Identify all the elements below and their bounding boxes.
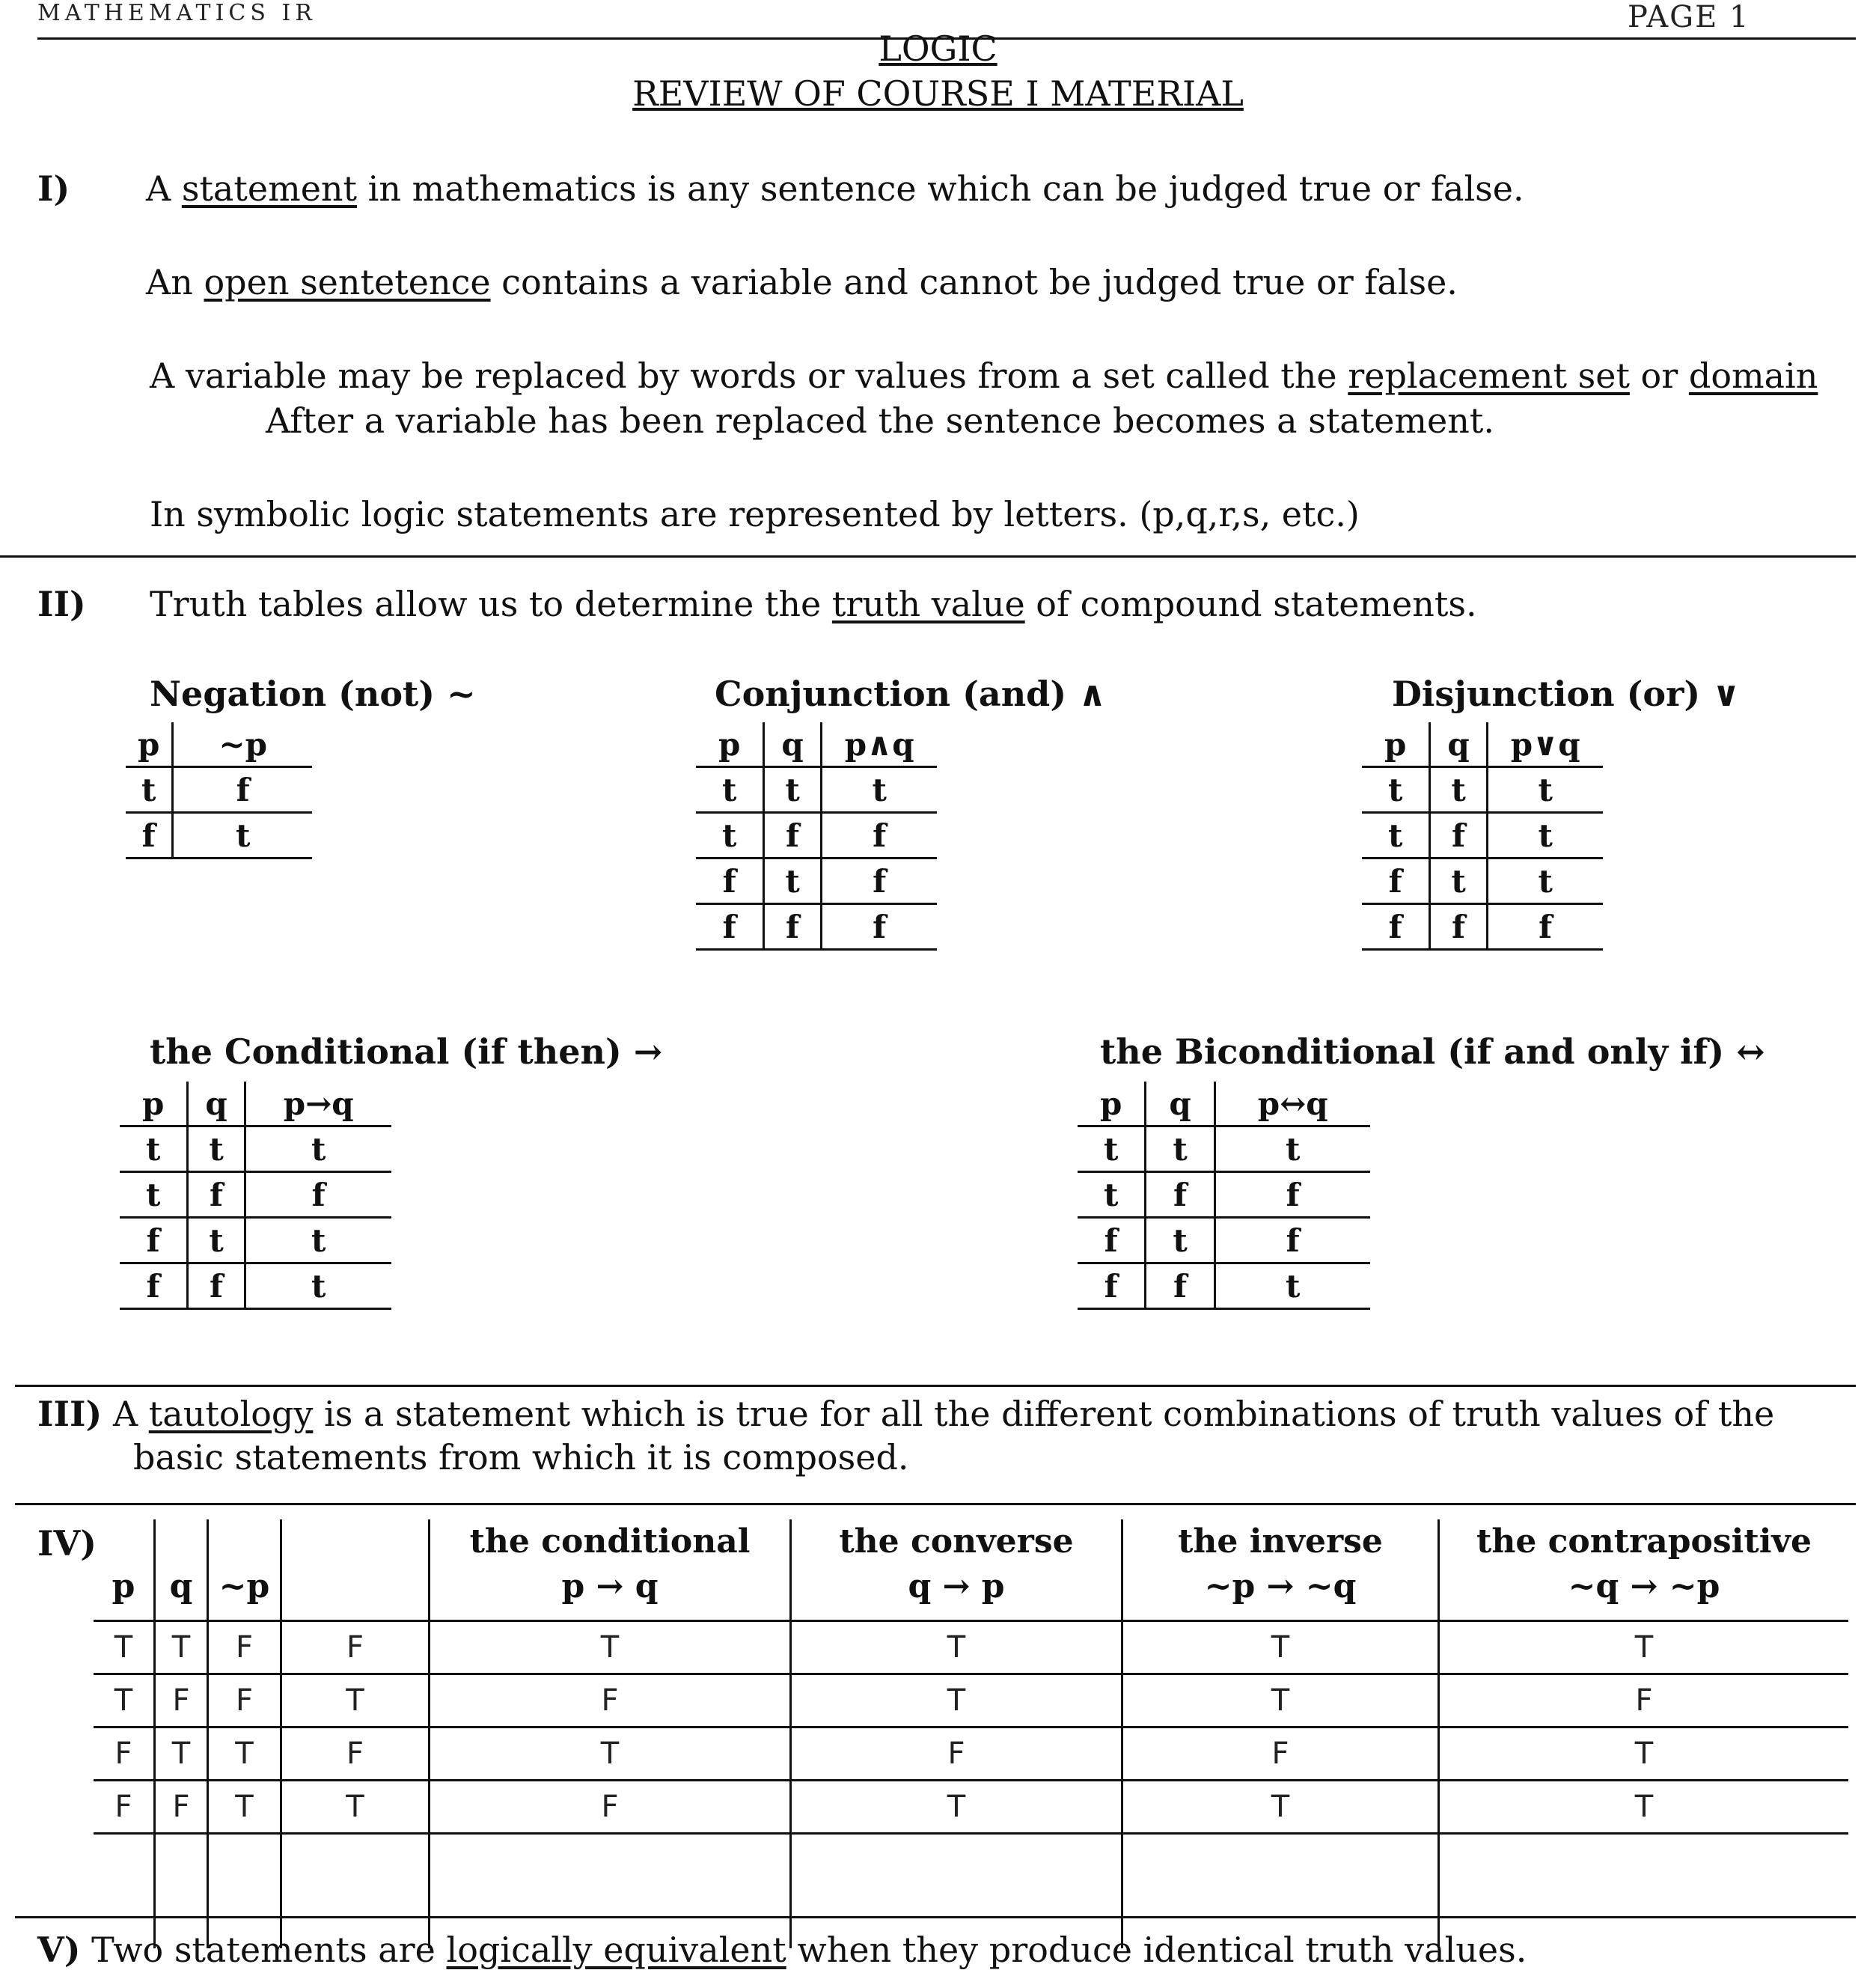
table-cell: F [155, 1674, 208, 1727]
table-row [126, 813, 312, 859]
term-tautology: tautology [148, 1394, 314, 1434]
biconditional-table [1078, 1082, 1370, 1310]
table-cell: T [1439, 1781, 1849, 1834]
table-cell: f [696, 904, 764, 950]
table-cell: F [430, 1674, 791, 1727]
table-cell: T [1122, 1781, 1439, 1834]
table-row [1078, 1218, 1370, 1263]
table-header-cell: p↔q [1214, 1082, 1369, 1126]
table-cell: F [94, 1727, 155, 1781]
table-cell: T [1439, 1727, 1849, 1781]
table-header-cell: p [94, 1519, 155, 1621]
table-cell: t [1430, 859, 1487, 904]
page-header-left: MATHEMATICS IR [37, 0, 317, 26]
table-header-cell: the inverse ~p → ~q [1122, 1519, 1439, 1621]
table-row [94, 1781, 1848, 1834]
table-cell: t [1214, 1126, 1369, 1172]
table-cell: T [155, 1727, 208, 1781]
tautology-definition-line2: basic statements from which it is composed. [133, 1437, 909, 1478]
table-header-cell: ~p [173, 722, 312, 767]
table-header-cell: p∧q [821, 722, 936, 767]
table-cell: F [155, 1781, 208, 1834]
biconditional-title: the Biconditional (if and only if) ↔ [1100, 1031, 1765, 1072]
table-cell: t [1487, 767, 1602, 813]
table-header-cell: p [120, 1082, 188, 1126]
table-header-cell: ~p [208, 1519, 281, 1621]
table-cell: t [120, 1126, 188, 1172]
table-cell: t [764, 859, 821, 904]
term-truth-value: truth value [831, 584, 1025, 624]
table-header-row [94, 1519, 1848, 1621]
table-cell: T [1122, 1674, 1439, 1727]
logical-equivalence-definition: V) Two statements are logically equivalent when they produce identical truth values. [37, 1930, 1527, 1970]
tautology-definition: III) A tautology is a statement which is true for all the different combinations of truth values of the [37, 1394, 1775, 1434]
table-cell: f [1362, 904, 1430, 950]
table-row [120, 1172, 391, 1218]
table-cell: t [696, 767, 764, 813]
section-rule-3 [15, 1503, 1856, 1505]
table-cell: t [1078, 1126, 1146, 1172]
variable-definition: A variable may be replaced by words or values from a set called the replacement set or domain [150, 356, 1818, 396]
table-cell: F [1439, 1674, 1849, 1727]
conditional-table [120, 1082, 391, 1310]
table-cell: t [120, 1172, 188, 1218]
table-header-cell: the contrapositive ~q → ~p [1439, 1519, 1849, 1621]
table-cell: f [1078, 1263, 1146, 1309]
table-cell: t [1362, 813, 1430, 859]
section-number-3: III) [37, 1394, 103, 1434]
table-cell: t [173, 813, 312, 859]
table-cell: F [281, 1621, 430, 1674]
section-number-1: I) [37, 168, 70, 209]
table-row [120, 1126, 391, 1172]
table-header-cell: q [188, 1082, 245, 1126]
term-statement: statement [181, 168, 358, 209]
table-cell: f [821, 859, 936, 904]
table-cell: t [1214, 1263, 1369, 1309]
disjunction-table [1362, 722, 1603, 951]
table-header-cell [281, 1519, 430, 1621]
section-number-4: IV) [37, 1523, 97, 1564]
table-header-cell: the conditional p → q [430, 1519, 791, 1621]
table-cell: t [696, 813, 764, 859]
table-row [126, 722, 312, 767]
table-header-cell: q [1146, 1082, 1214, 1126]
table-row [696, 722, 937, 767]
table-cell: f [245, 1172, 391, 1218]
page-header-right: PAGE 1 [1628, 0, 1750, 34]
table-cell: F [430, 1781, 791, 1834]
table-header-cell: p [126, 722, 173, 767]
table-row [120, 1218, 391, 1263]
table-row [1078, 1082, 1370, 1126]
table-cell: F [208, 1621, 281, 1674]
table-row [120, 1263, 391, 1309]
section-number-2: II) [37, 584, 86, 624]
table-cell: t [245, 1218, 391, 1263]
table-row [120, 1082, 391, 1126]
table-row [126, 767, 312, 813]
table-cell: T [791, 1621, 1122, 1674]
table-cell: T [430, 1727, 791, 1781]
table-cell: f [188, 1172, 245, 1218]
table-header-cell: q [764, 722, 821, 767]
table-cell: T [281, 1674, 430, 1727]
table-cell: t [764, 767, 821, 813]
table-cell: F [1122, 1727, 1439, 1781]
table-cell: F [791, 1727, 1122, 1781]
table-header-cell: the converse q → p [791, 1519, 1122, 1621]
statement-definition: A statement in mathematics is any sentence which can be judged true or false. [146, 168, 1524, 209]
page-title: LOGIC [879, 28, 997, 69]
table-cell: F [94, 1781, 155, 1834]
table-row [1362, 904, 1603, 950]
table-header-cell: p [696, 722, 764, 767]
table-cell: f [1362, 859, 1430, 904]
disjunction-title: Disjunction (or) ∨ [1392, 674, 1741, 714]
page-subtitle: REVIEW OF COURSE I MATERIAL [632, 73, 1244, 114]
term-replacement-set: replacement set [1348, 356, 1630, 396]
table-row [1362, 813, 1603, 859]
table-cell: f [1078, 1218, 1146, 1263]
table-cell: T [791, 1674, 1122, 1727]
table-cell: f [173, 767, 312, 813]
table-cell: f [1214, 1172, 1369, 1218]
table-cell: t [188, 1126, 245, 1172]
section-number-5: V) [37, 1930, 81, 1970]
table-cell: f [120, 1263, 188, 1309]
table-cell: f [821, 813, 936, 859]
table-cell: T [94, 1621, 155, 1674]
table-cell: T [1122, 1621, 1439, 1674]
conjunction-title: Conjunction (and) ∧ [715, 674, 1107, 714]
table-cell: F [208, 1674, 281, 1727]
table-cell: t [1487, 859, 1602, 904]
table-header-cell: q [155, 1519, 208, 1621]
negation-table [126, 722, 312, 859]
table-cell: f [120, 1218, 188, 1263]
section-rule-4 [15, 1916, 1856, 1918]
open-sentence-definition: An open sentetence contains a variable and cannot be judged true or false. [146, 262, 1458, 302]
table-row [696, 904, 937, 950]
term-open-sentence: open sentetence [204, 262, 491, 302]
conjunction-table [696, 722, 937, 951]
table-row [94, 1727, 1848, 1781]
table-row [1362, 722, 1603, 767]
table-header-cell: p∨q [1487, 722, 1602, 767]
table-cell: f [764, 813, 821, 859]
table-cell: T [94, 1674, 155, 1727]
table-cell: T [1439, 1621, 1849, 1674]
table-cell: t [126, 767, 173, 813]
table-cell: T [208, 1727, 281, 1781]
table-cell: f [1146, 1172, 1214, 1218]
table-cell: t [1078, 1172, 1146, 1218]
table-row [1362, 859, 1603, 904]
table-cell: f [764, 904, 821, 950]
table-cell: f [126, 813, 173, 859]
equivalence-table [94, 1519, 1848, 1948]
term-logically-equivalent: logically equivalent [446, 1930, 786, 1970]
table-cell: f [821, 904, 936, 950]
table-row [1078, 1126, 1370, 1172]
table-row [94, 1621, 1848, 1674]
table-row [696, 767, 937, 813]
table-cell: t [188, 1218, 245, 1263]
table-cell: t [1146, 1126, 1214, 1172]
table-cell: f [1430, 904, 1487, 950]
term-domain: domain [1688, 356, 1818, 396]
table-cell: T [791, 1781, 1122, 1834]
table-header-cell: q [1430, 722, 1487, 767]
table-cell: T [208, 1781, 281, 1834]
table-cell: T [155, 1621, 208, 1674]
table-row [1078, 1263, 1370, 1309]
table-row [1362, 767, 1603, 813]
table-header-cell: p→q [245, 1082, 391, 1126]
table-cell: t [1362, 767, 1430, 813]
table-row [696, 859, 937, 904]
symbolic-logic-note: In symbolic logic statements are represented by letters. (p,q,r,s, etc.) [150, 494, 1360, 534]
table-cell: t [245, 1126, 391, 1172]
table-cell: F [281, 1727, 430, 1781]
negation-title: Negation (not) ~ [150, 674, 476, 714]
table-cell: f [1146, 1263, 1214, 1309]
table-cell: f [188, 1263, 245, 1309]
section-rule-1 [0, 555, 1856, 558]
variable-definition-line2: After a variable has been replaced the sentence becomes a statement. [266, 400, 1495, 441]
table-row [696, 813, 937, 859]
table-header-cell: p [1362, 722, 1430, 767]
table-header-cell: p [1078, 1082, 1146, 1126]
section-rule-2 [15, 1385, 1856, 1387]
table-row [94, 1674, 1848, 1727]
table-cell: t [1487, 813, 1602, 859]
table-cell: f [1430, 813, 1487, 859]
truth-table-intro: Truth tables allow us to determine the truth value of compound statements. [150, 584, 1477, 624]
table-cell: f [1214, 1218, 1369, 1263]
table-cell: t [821, 767, 936, 813]
table-cell: f [696, 859, 764, 904]
table-cell: T [281, 1781, 430, 1834]
table-cell: T [430, 1621, 791, 1674]
conditional-title: the Conditional (if then) → [150, 1031, 663, 1072]
table-row [1078, 1172, 1370, 1218]
table-cell: f [1487, 904, 1602, 950]
table-cell: t [245, 1263, 391, 1309]
table-cell: t [1430, 767, 1487, 813]
table-cell: t [1146, 1218, 1214, 1263]
